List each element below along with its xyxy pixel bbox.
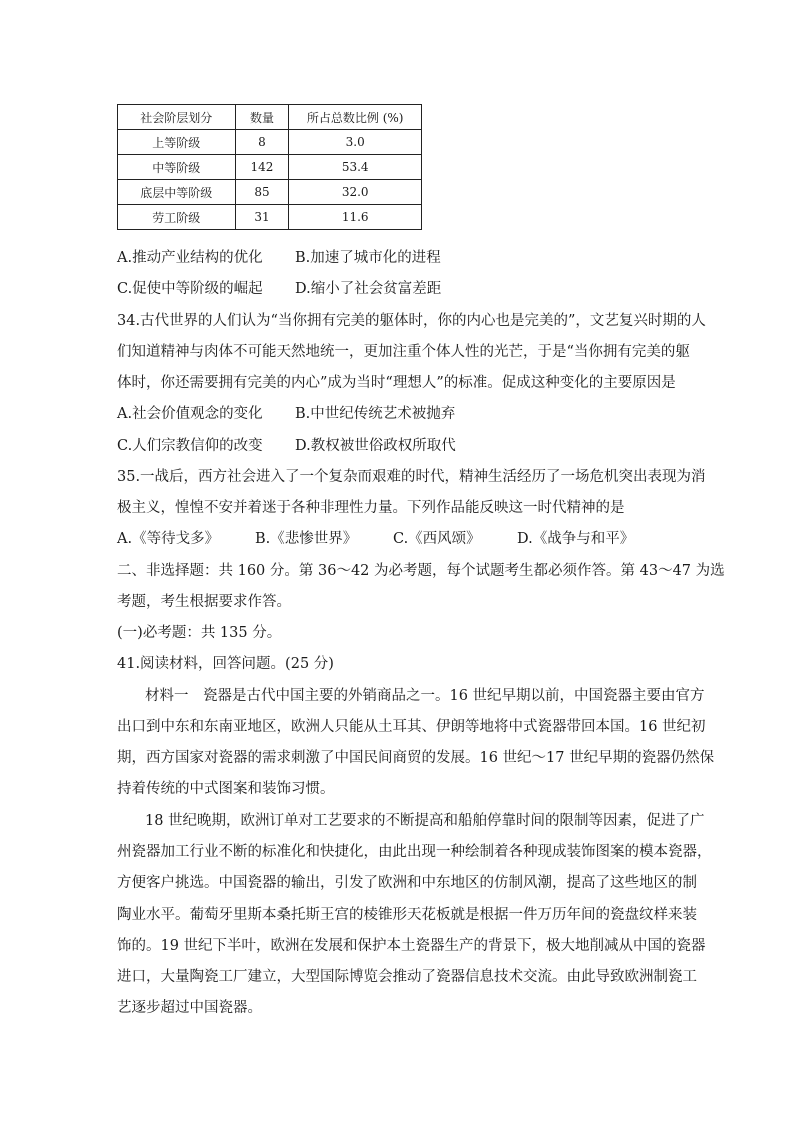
table-cell: 中等阶级 — [118, 155, 236, 180]
section-heading-line: 考题，考生根据要求作答。 — [117, 594, 291, 610]
table-cell: 底层中等阶级 — [118, 180, 236, 205]
q35-option-d: D.《战争与和平》 — [517, 531, 635, 547]
table-row — [118, 205, 422, 230]
q34-stem-line: 体时，你还需要拥有完美的内心”成为当时“理想人”的标准。促成这种变化的主要原因是 — [117, 375, 676, 391]
q33-option-b: B.加速了城市化的进程 — [295, 250, 441, 266]
paragraph2-line: 方便客户挑选。中国瓷器的输出，引发了欧洲和中东地区的仿制风潮，提高了这些地区的制 — [117, 875, 697, 891]
paragraph2-line: 进口，大量陶瓷工厂建立，大型国际博览会推动了瓷器信息技术交流。由此导致欧洲制瓷工 — [117, 969, 697, 985]
table-cell: 8 — [235, 130, 289, 155]
q35-option-c: C.《西风颂》 — [393, 531, 481, 547]
paragraph2-line: 州瓷器加工行业不断的标准化和快捷化，由此出现一种绘制着各种现成装饰图案的模本瓷器， — [117, 844, 712, 860]
material1-line: 期，西方国家对瓷器的需求刺激了中国民间商贸的发展。16 世纪～17 世纪早期的瓷器仍然保 — [117, 750, 715, 766]
table-cell: 85 — [235, 180, 289, 205]
table-cell: 上等阶级 — [118, 130, 236, 155]
paragraph2-line: 饰的。19 世纪下半叶，欧洲在发展和保护本土瓷器生产的背景下，极大地削减从中国的瓷器 — [117, 938, 706, 954]
table-cell: 3.0 — [289, 130, 422, 155]
table-cell: 劳工阶级 — [118, 205, 236, 230]
material1-line: 持着传统的中式图案和装饰习惯。 — [117, 781, 335, 797]
table-header-cell: 所占总数比例 (%) — [289, 105, 422, 130]
table-header-row — [118, 105, 422, 130]
required-questions-heading: (一)必考题：共 135 分。 — [117, 625, 282, 641]
q35-stem-line: 35.一战后，西方社会进入了一个复杂而艰难的时代，精神生活经历了一场危机突出表现为消 — [117, 469, 706, 485]
table-cell: 32.0 — [289, 180, 422, 205]
q34-stem-line: 34.古代世界的人们认为“当你拥有完美的躯体时，你的内心也是完美的”，文艺复兴时期的人 — [117, 313, 706, 329]
q34-option-c: C.人们宗教信仰的改变 — [117, 438, 263, 454]
q34-stem-line: 们知道精神与肉体不可能天然地统一，更加注重个体人性的光芒，于是“当你拥有完美的躯 — [117, 344, 690, 360]
table-cell: 11.6 — [289, 205, 422, 230]
paragraph2-line: 艺逐步超过中国瓷器。 — [117, 1000, 262, 1016]
q34-option-b: B.中世纪传统艺术被抛弃 — [295, 406, 456, 422]
q35-stem-line: 极主义，惶惶不安并着迷于各种非理性力量。下列作品能反映这一时代精神的是 — [117, 500, 625, 516]
table-header-cell: 社会阶层划分 — [118, 105, 236, 130]
q41-title: 41.阅读材料，回答问题。(25 分) — [117, 656, 334, 672]
table-row — [118, 155, 422, 180]
social-class-table — [117, 104, 422, 230]
table-row — [118, 130, 422, 155]
table-cell: 142 — [235, 155, 289, 180]
q34-option-d: D.教权被世俗政权所取代 — [295, 438, 456, 454]
section-heading-line: 二、非选择题：共 160 分。第 36～42 为必考题，每个试题考生都必须作答。第 43～47 为选 — [117, 563, 725, 579]
q34-option-a: A.社会价值观念的变化 — [117, 406, 263, 422]
table-cell: 31 — [235, 205, 289, 230]
table-header-cell: 数量 — [235, 105, 289, 130]
paragraph2-line: 陶业水平。葡萄牙里斯本桑托斯王宫的棱锥形天花板就是根据一件万历年间的瓷盘纹样来装 — [117, 907, 697, 923]
table-row — [118, 180, 422, 205]
q35-option-b: B.《悲惨世界》 — [255, 531, 358, 547]
q35-option-a: A.《等待戈多》 — [117, 531, 220, 547]
q33-option-a: A.推动产业结构的优化 — [117, 250, 263, 266]
material1-line: 材料一 瓷器是古代中国主要的外销商品之一。16 世纪早期以前，中国瓷器主要由官方 — [145, 688, 705, 704]
table-cell: 53.4 — [289, 155, 422, 180]
q33-option-c: C.促使中等阶级的崛起 — [117, 281, 263, 297]
material1-line: 出口到中东和东南亚地区，欧洲人只能从土耳其、伊朗等地将中式瓷器带回本国。16 世纪初 — [117, 719, 706, 735]
paragraph2-line: 18 世纪晚期，欧洲订单对工艺要求的不断提高和船舶停靠时间的限制等因素，促进了广 — [145, 813, 705, 829]
q33-option-d: D.缩小了社会贫富差距 — [295, 281, 442, 297]
